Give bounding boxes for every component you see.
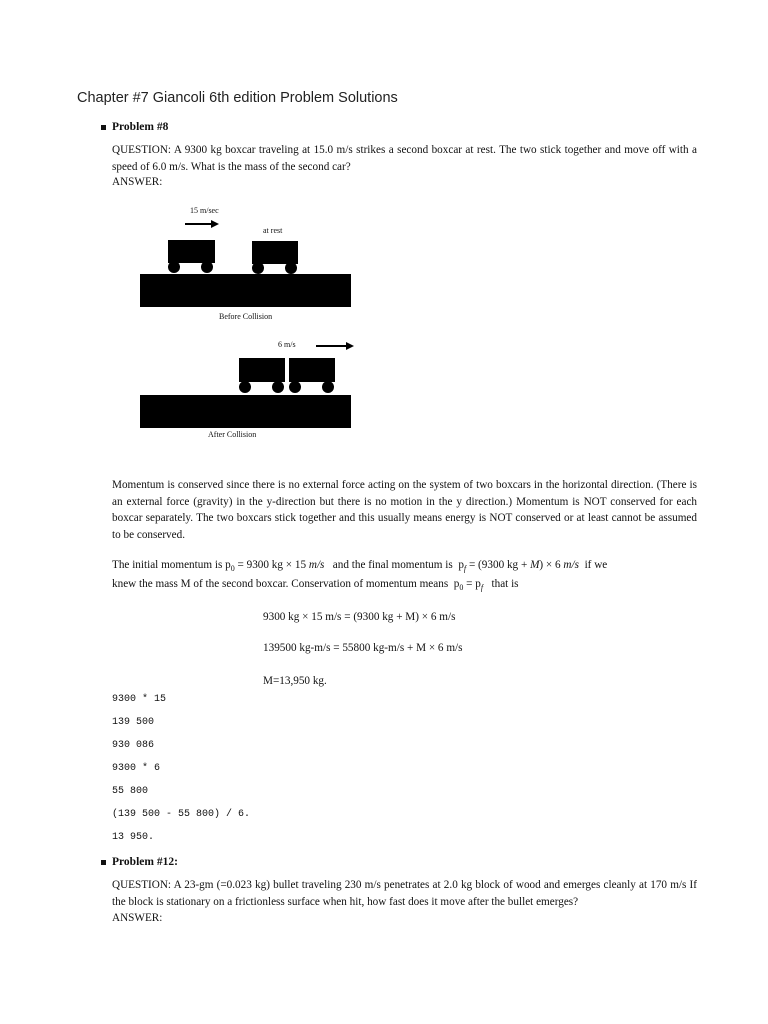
problem-8-heading-text: Problem #8	[112, 121, 169, 133]
boxcar-1-body-after	[239, 358, 285, 382]
problem-8-heading	[101, 121, 168, 133]
equation-1: 9300 kg × 15 m/s = (9300 kg + M) × 6 m/s	[263, 611, 456, 623]
momentum-explanation: Momentum is conserved since there is no external force acting on the system of two boxcars in the horizontal direction. (There is an external force (gravity) in the y-direction but there is no motion in the y direction.) Momentum is NOT conserved for each boxcar separately. The two boxcars stick together and this usually means energy is NOT conserved or at least cannot be assumed to be conserved.	[112, 479, 697, 541]
equals-sign: =	[463, 578, 476, 590]
problem-12-heading-text: Problem #12:	[112, 856, 178, 868]
calc-line: 9300 * 6	[112, 763, 161, 774]
problem-8-question: QUESTION: A 9300 kg boxcar traveling at 15.0 m/s strikes a second boxcar at rest. The two stick together and move off with a speed of 6.0 m/s. What is the mass of the second car?	[112, 144, 697, 173]
problem-12-question: QUESTION: A 23-gm (=0.023 kg) bullet traveling 230 m/s penetrates at 2.0 kg block of wood and emerges cleanly at 170 m/s If the block is stationary on a frictionless surface when hit, how fast does it move after the bullet emerges?	[112, 879, 697, 908]
p-subscript: 0	[230, 564, 235, 574]
boxcar-wheel-after	[322, 381, 334, 393]
boxcar-2-wheel	[252, 262, 264, 274]
p-symbol: p	[475, 578, 481, 590]
boxcar-2-wheel	[285, 262, 297, 274]
after-collision-caption: After Collision	[208, 430, 257, 439]
page-title: Chapter #7 Giancoli 6th edition Problem Solutions	[77, 90, 398, 106]
p-symbol: p	[458, 559, 464, 571]
bullet-square	[101, 860, 106, 865]
calc-line: (139 500 - 55 800) / 6.	[112, 809, 251, 820]
boxcar-1-body	[168, 240, 215, 263]
initial-momentum-text: The initial momentum is	[112, 559, 223, 571]
conservation-line	[112, 576, 697, 597]
final-tail-text: if we	[584, 559, 608, 571]
calc-line: 930 086	[112, 740, 155, 751]
before-collision-caption: Before Collision	[219, 312, 273, 321]
boxcar-1-wheel	[168, 261, 180, 273]
track-ground-after	[140, 395, 351, 428]
boxcar-2-body-after	[289, 358, 335, 382]
calc-line: 55 800	[112, 786, 149, 797]
final-momentum-expr: = (9300 kg +	[466, 559, 531, 571]
initial-final-momentum-line	[112, 557, 697, 578]
final-momentum-symbol	[458, 559, 467, 574]
boxcar-wheel-after	[239, 381, 251, 393]
p-subscript: f	[480, 583, 484, 593]
p-subscript: f	[463, 564, 467, 574]
initial-momentum-expr: = 9300 kg × 15	[234, 559, 309, 571]
conservation-eq	[453, 578, 484, 593]
boxcar-1-wheel	[201, 261, 213, 273]
boxcar-wheel-after	[289, 381, 301, 393]
boxcar-wheel-after	[272, 381, 284, 393]
bullet-square	[101, 125, 106, 130]
problem-8-answer-label: ANSWER:	[112, 176, 163, 188]
calc-line: 139 500	[112, 717, 155, 728]
final-momentum-expr-2: ) × 6	[539, 559, 564, 571]
after-speed-label: 6 m/s	[278, 340, 296, 349]
boxcar-2-body	[252, 241, 298, 264]
final-momentum-text: and the final momentum is	[332, 559, 453, 571]
equation-3-result: M=13,950 kg.	[263, 675, 327, 687]
initial-unit: m/s	[308, 559, 325, 571]
final-unit: m/s	[563, 559, 579, 571]
initial-momentum-symbol	[225, 559, 235, 574]
problem-12-heading	[101, 856, 178, 868]
before-speed-label: 15 m/sec	[190, 206, 219, 215]
problem-12-answer-label: ANSWER:	[112, 912, 163, 924]
equation-2: 139500 kg-m/s = 55800 kg-m/s + M × 6 m/s	[263, 642, 463, 654]
calc-line: 9300 * 15	[112, 694, 167, 705]
conservation-text: knew the mass M of the second boxcar. Conservation of momentum means	[112, 578, 449, 590]
that-is-text: that is	[491, 578, 519, 590]
at-rest-label: at rest	[263, 226, 283, 235]
track-ground-before	[140, 274, 351, 307]
after-velocity-arrow-icon	[316, 341, 354, 351]
before-velocity-arrow-icon	[185, 219, 219, 229]
final-mass-symbol: M	[530, 559, 540, 571]
p-symbol: p	[453, 578, 460, 590]
p-subscript: 0	[459, 583, 464, 593]
calc-line: 13 950.	[112, 832, 155, 843]
p-symbol: p	[225, 559, 231, 571]
